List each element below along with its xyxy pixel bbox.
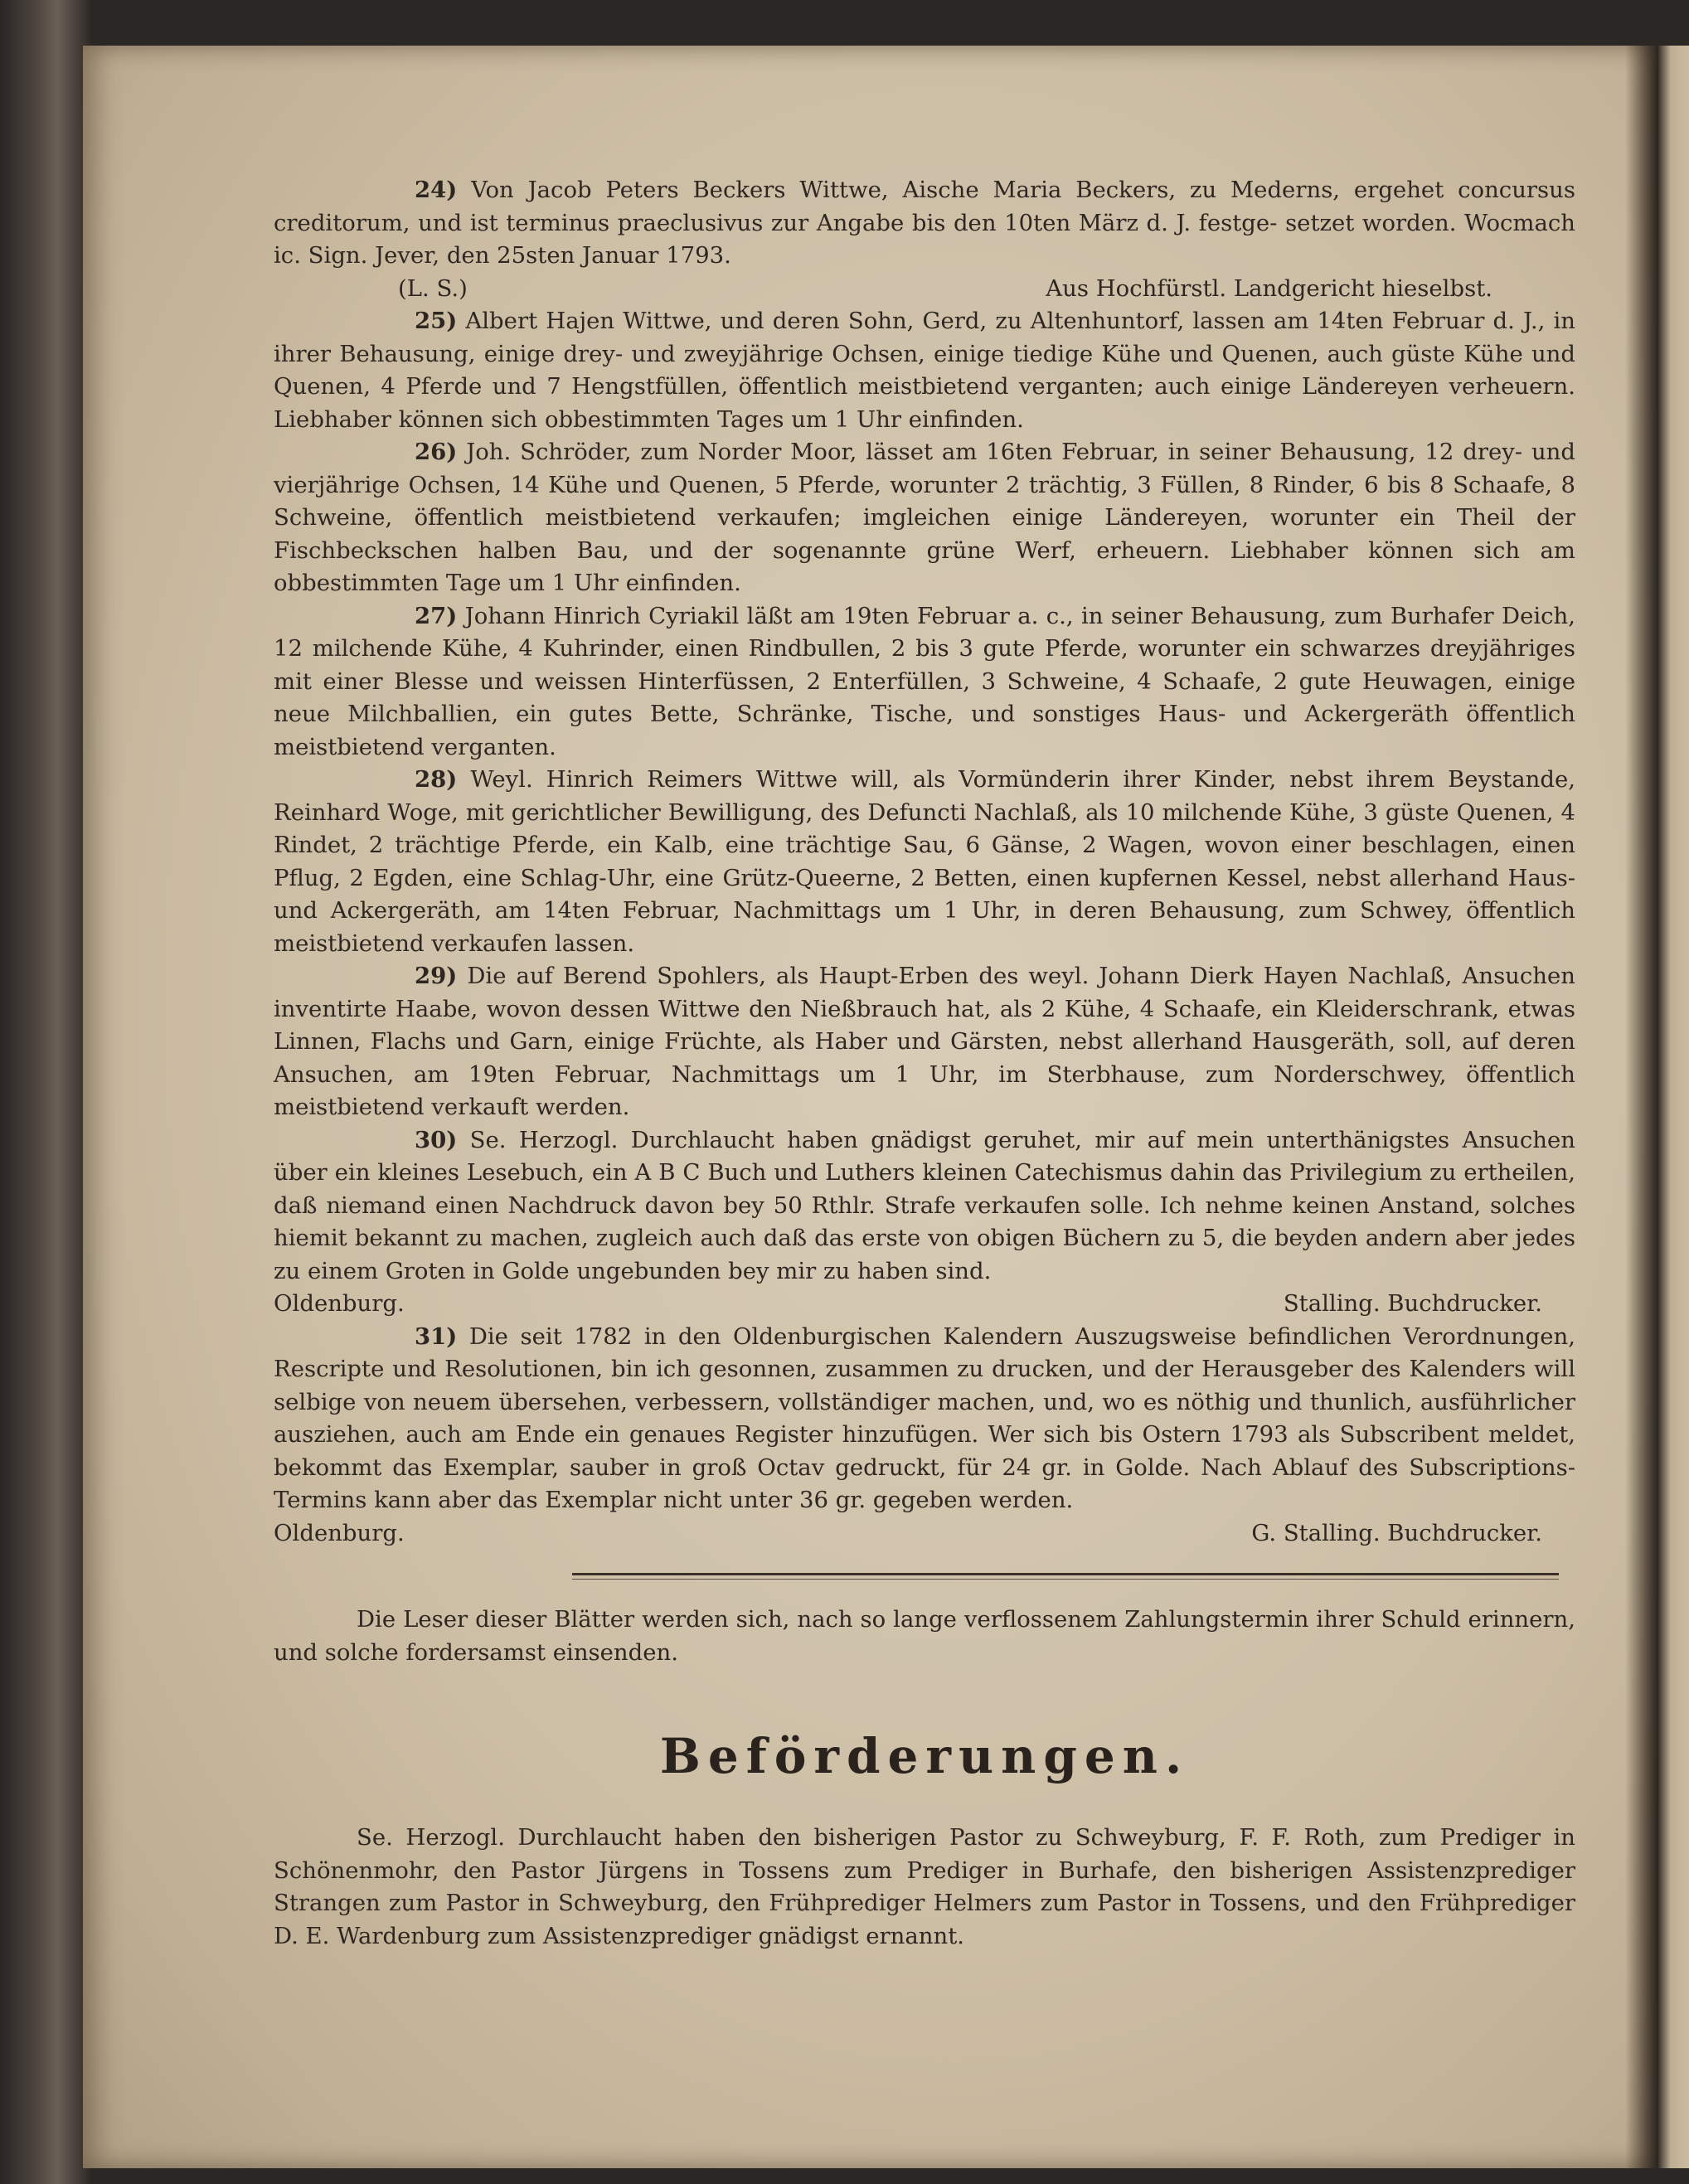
entry-text: Se. Herzogl. Durchlaucht haben gnädigst geruhet, mir auf mein unterthänigstes Ansuchen über ein kleines Lesebuch, ein A B C Buch und Luthers kleinen Catechismus dahin das Privilegium zu ertheilen, daß niemand einen Nachdruck davon bey 50 Rthlr. Strafe verkaufen solle. Ich nehme keinen Anstand, solches hiemit bekannt zu machen, zugleich auch daß das erste von obigen Büchern zu 5, die beyden andern aber jedes zu einem Groten in Golde ungebunden bey mir zu haben sind. (274, 1126, 1575, 1284)
entry-text: Weyl. Hinrich Reimers Wittwe will, als Vormünderin ihrer Kinder, nebst ihrem Beystande, Reinhard Woge, mit gerichtlicher Bewilligung, des Defuncti Nachlaß, als 10 milchende Kühe, 3 güste Quenen, 4 Rindet, 2 trächtige Pferde, ein Kalb, eine trächtige Sau, 6 Gänse, 2 Wagen, wovon einer beschlagen, einen Pflug, 2 Egden, eine Schlag-Uhr, eine Grütz-Queerne, 2 Betten, einen kupfernen Kessel, nebst allerhand Haus- und Ackergeräth, am 14ten Februar, Nachmittags um 1 Uhr, in deren Behausung, zum Schwey, öffentlich meistbietend verkaufen lassen. (274, 766, 1575, 957)
entry-number: 29) (415, 963, 458, 989)
entry-number: 30) (415, 1126, 458, 1153)
facing-page-edge (1658, 46, 1689, 2168)
place-name: Oldenburg. (274, 1290, 405, 1317)
entry-24-signature-line (274, 273, 1575, 306)
page-content (274, 174, 1575, 1953)
entry-26 (274, 436, 1575, 600)
entry-number: 24) (415, 177, 458, 203)
entry-text: Joh. Schröder, zum Norder Moor, lässet am 16ten Februar, in seiner Behausung, 12 drey- und vierjährige Ochsen, 14 Kühe und Quenen, 5 Pferde, worunter 2 trächtig, 3 Füllen, 8 Rinder, 6 bis 8 Schaafe, 8 Schweine, öffentlich meistbietend verkaufen; imgleichen einige Ländereyen, worunter ein Theil der Fischbeckschen halben Bau, und der sogenannte grüne Werf, erheuern. Liebhaber können sich am obbestimmten Tage um 1 Uhr einfinden. (274, 439, 1576, 596)
entry-29 (274, 960, 1575, 1124)
page-gutter-shadow (1625, 46, 1658, 2168)
entry-31 (274, 1321, 1575, 1517)
entry-text: Johann Hinrich Cyriakil läßt am 19ten Februar a. c., in seiner Behausung, zum Burhafer Deich, 12 milchende Kühe, 4 Kuhrinder, einen Rindbullen, 2 bis 3 gute Pferde, worunter ein schwarzes dreyjähriges mit einer Blesse und weissen Hinterfüssen, 2 Enterfüllen, 3 Schweine, 4 Schaafe, 2 gute Heuwagen, einige neue Milchballien, ein gutes Bette, Schränke, Tische, und sonstiges Haus- und Ackergeräth öffentlich meistbietend verganten. (274, 602, 1575, 760)
authority-signature: Aus Hochfürstl. Landgericht hieselbst. (1046, 274, 1492, 302)
reader-payment-notice: Die Leser dieser Blätter werden sich, nach so lange verflossenem Zahlungstermin ihrer Schuld erinnern, und solche fordersamst einsenden. (274, 1606, 1575, 1666)
entry-number: 31) (415, 1323, 458, 1350)
seal-mark: (L. S.) (398, 274, 468, 302)
entry-27 (274, 600, 1575, 764)
entry-number: 26) (415, 439, 458, 465)
printer-signature: G. Stalling. Buchdrucker. (1251, 1519, 1542, 1546)
entry-text: Albert Hajen Wittwe, und deren Sohn, Gerd, zu Altenhuntorf, lassen am 14ten Februar d. J., in ihrer Behausung, einige drey- und zweyjährige Ochsen, einige tiedige Kühe und Quenen, auch güste Kühe und Quenen, 4 Pferde und 7 Hengstfüllen, öffentlich meistbietend verganten; auch einige Ländereyen verheuern. Liebhaber können sich obbestimmten Tages um 1 Uhr einfinden. (274, 308, 1576, 433)
printer-signature: Stalling. Buchdrucker. (1283, 1290, 1542, 1317)
entry-number: 27) (415, 602, 458, 629)
entry-30-signature-line (274, 1288, 1575, 1321)
section-heading: Beförderungen. (659, 1728, 1190, 1784)
entry-25 (274, 305, 1575, 436)
entry-31-signature-line (274, 1517, 1575, 1551)
promotions-paragraph: Se. Herzogl. Durchlaucht haben den bisherigen Pastor zu Schweyburg, F. F. Roth, zum Prediger in Schönenmohr, den Pastor Jürgens in Tossens zum Prediger in Burhafe, den bisherigen Assistenzprediger Strangen zum Pastor in Schweyburg, den Frühprediger Helmers zum Pastor in Tossens, und den Frühprediger D. E. Wardenburg zum Assistenzprediger gnädigst ernannt. (274, 1824, 1575, 1949)
entry-text-line: Von Jacob Peters Beckers Wittwe, Aische Maria Beckers, zu Mederns, ergehet (471, 177, 1444, 203)
entry-text: Die seit 1782 in den Oldenburgischen Kalendern Auszugsweise befindlichen Verordnungen, Rescripte und Resolutionen, bin ich gesonnen, zusammen zu drucken, und der Herausgeber des Kalenders will selbige von neuem übersehen, verbessern, vollständiger machen, und, wo es nöthig und thunlich, ausführlicher ausziehen, auch am Ende ein genaues Register hinzufügen. Wer sich bis Ostern 1793 als Subscribent meldet, bekommt das Exemplar, sauber in groß Octav gedruckt, für 24 gr. in Golde. Nach Ablauf des Subscriptions-Termins kann aber das Exemplar nicht unter 36 gr. gegeben werden. (274, 1323, 1576, 1513)
entry-text: Die auf Berend Spohlers, als Haupt-Erben des weyl. Johann Dierk Hayen Nachlaß, Ansuchen inventirte Haabe, wovon dessen Wittwe den Nießbrauch hat, als 2 Kühe, 4 Schaafe, ein Kleiderschrank, etwas Linnen, Flachs und Garn, einige Früchte, als Haber und Gärsten, nebst allerhand Hausgeräth, soll, auf deren Ansuchen, am 19ten Februar, Nachmittags um 1 Uhr, im Sterbhause, zum Norderschwey, öffentlich meistbietend verkauft werden. (274, 963, 1575, 1120)
entry-number: 28) (415, 766, 458, 793)
entry-number: 25) (415, 308, 458, 334)
section-divider-rule (572, 1573, 1559, 1575)
entry-text-line: setzet worden. Wocmach ic. Sign. Jever, den 25sten Januar 1793. (274, 209, 1576, 269)
entry-30 (274, 1124, 1575, 1289)
entry-24 (274, 174, 1575, 273)
entry-28 (274, 764, 1575, 960)
entry-text-line: concursus creditorum, und ist terminus praeclusivus zur Angabe bis den 10ten März d. J. festge- (274, 177, 1575, 236)
place-name: Oldenburg. (274, 1519, 405, 1546)
